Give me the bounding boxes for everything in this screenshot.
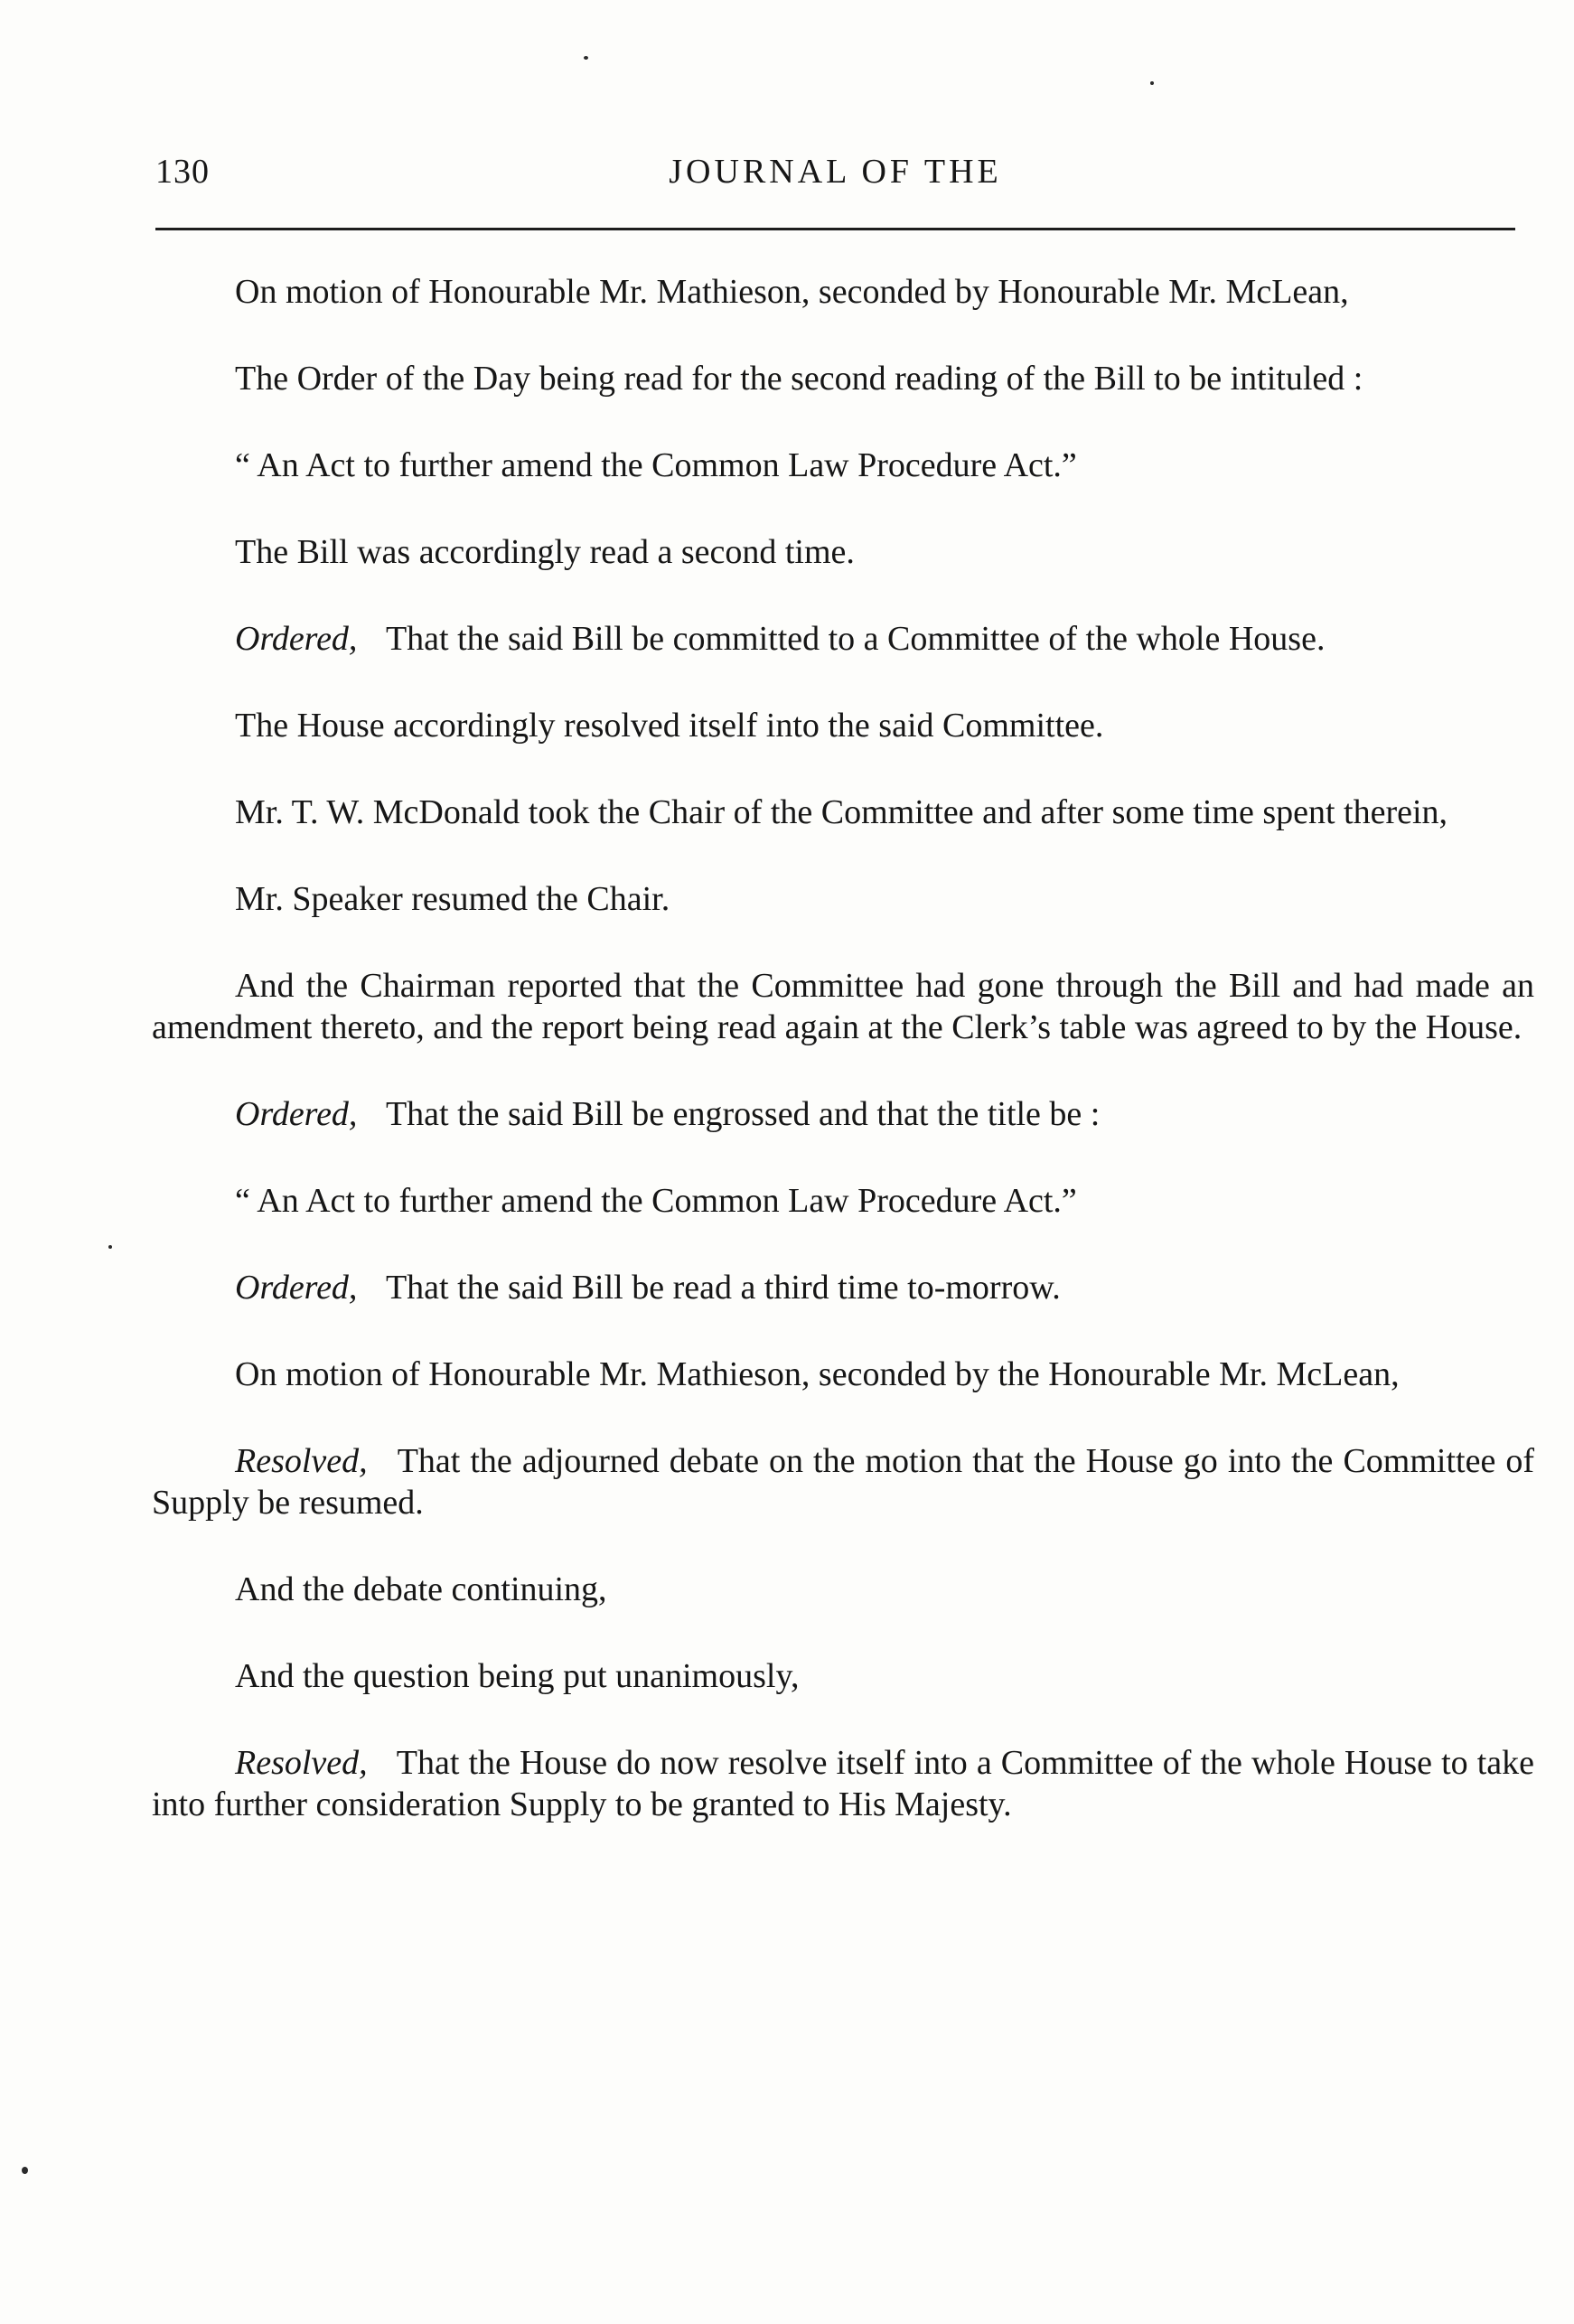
paragraph	[152, 1354, 1534, 1395]
paragraph-text: Mr. T. W. McDonald took the Chair of the Committee and after some time spent therein,	[235, 793, 1448, 831]
paragraph-text: That the House do now resolve itself into a Committee of the whole House to take into further consideration Supply to be granted to His Majesty.	[152, 1744, 1534, 1823]
resolution-paragraph	[152, 1440, 1534, 1523]
bill-title-quote	[152, 1180, 1534, 1222]
paragraph-text: And the question being put unanimously,	[235, 1657, 800, 1695]
paragraph-text: The House accordingly resolved itself into the said Committee.	[235, 707, 1104, 745]
paragraph-text: The Order of the Day being read for the second reading of the Bill to be intituled :	[235, 360, 1363, 398]
scan-speck	[108, 1245, 112, 1249]
paragraph	[152, 792, 1534, 833]
paragraph-text: On motion of Honourable Mr. Mathieson, seconded by the Honourable Mr. McLean,	[235, 1355, 1400, 1393]
paragraph-text: The Bill was accordingly read a second time.	[235, 533, 855, 571]
paragraph	[152, 531, 1534, 573]
bill-title-quote	[152, 445, 1534, 486]
paragraph-lead: Ordered,	[235, 1095, 358, 1133]
paragraph-text: That the adjourned debate on the motion that the House go into the Committee of Supply be resumed.	[152, 1442, 1535, 1522]
paragraph	[152, 1655, 1534, 1697]
scan-speck	[1150, 81, 1154, 85]
paragraph	[152, 271, 1534, 313]
page-header	[155, 152, 1515, 206]
order-paragraph	[152, 1093, 1534, 1135]
paragraph-text: Mr. Speaker resumed the Chair.	[235, 880, 670, 918]
paragraph-lead: Resolved,	[235, 1442, 368, 1480]
running-head: JOURNAL OF THE	[669, 153, 1002, 191]
paragraph-text: That the said Bill be committed to a Committee of the whole House.	[385, 620, 1326, 658]
paragraph	[152, 358, 1534, 399]
paragraph-text: That the said Bill be read a third time to-morrow.	[385, 1269, 1061, 1307]
paragraph-text: On motion of Honourable Mr. Mathieson, seconded by Honourable Mr. McLean,	[235, 273, 1349, 311]
paragraph	[152, 878, 1534, 920]
header-rule	[155, 228, 1515, 230]
journal-body	[152, 271, 1534, 1870]
paragraph-lead: Ordered,	[235, 1269, 358, 1307]
paragraph-text: “ An Act to further amend the Common Law Procedure Act.”	[235, 1182, 1077, 1220]
order-paragraph	[152, 1267, 1534, 1308]
paragraph	[152, 965, 1534, 1048]
paragraph-text: “ An Act to further amend the Common Law Procedure Act.”	[235, 446, 1077, 484]
scan-speck	[584, 56, 588, 60]
paragraph-text: That the said Bill be engrossed and that the title be :	[385, 1095, 1101, 1133]
paragraph-text: And the Chairman reported that the Committee had gone through the Bill and had made an amendment thereto, and the report being read again at the Clerk’s table was agreed to by the House.	[152, 967, 1534, 1046]
paragraph-lead: Resolved,	[235, 1744, 368, 1782]
order-paragraph	[152, 618, 1534, 660]
resolution-paragraph	[152, 1742, 1534, 1825]
paragraph-lead: Ordered,	[235, 620, 358, 658]
scan-speck	[22, 2167, 28, 2174]
paragraph	[152, 1569, 1534, 1610]
page-number: 130	[155, 153, 210, 191]
paragraph-text: And the debate continuing,	[235, 1570, 607, 1608]
paragraph	[152, 705, 1534, 746]
